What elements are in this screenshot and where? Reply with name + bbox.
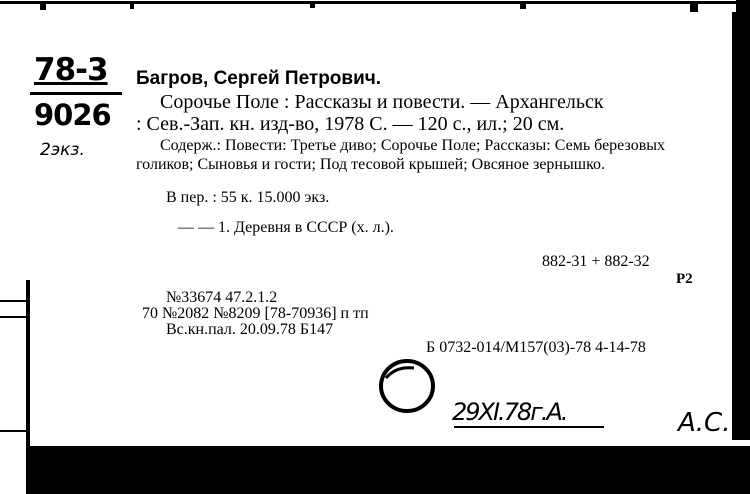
handwritten-date: 29XI.78г.А. xyxy=(452,398,567,426)
card-bottom-shadow xyxy=(30,446,750,494)
call-number-divider xyxy=(30,92,122,95)
card-top-edge xyxy=(0,0,750,12)
record-author: Багров, Сергей Петрович. xyxy=(136,68,382,89)
handwritten-call-number-bottom: 9026 xyxy=(34,98,111,132)
record-price: В пер. : 55 к. 15.000 экз. xyxy=(166,189,330,206)
handwritten-call-number-top: 78-3 xyxy=(34,52,108,88)
library-stamp xyxy=(376,356,438,416)
record-number-line-1: №33674 47.2.1.2 xyxy=(166,289,278,306)
record-title: Сорочье Поле : Рассказы и повести. — Архангельск xyxy=(160,91,604,113)
record-contents: Содерж.: Повести: Третье диво; Сорочье Поле; Рассказы: Семь березовых голиков; Сыновья и гости; Под тесовой крышей; Овсяное зернышко. xyxy=(136,137,665,173)
record-number-line-2: 70 №2082 №8209 [78-70936] п тп xyxy=(142,305,369,322)
date-underline xyxy=(454,426,604,428)
card-left-strip xyxy=(0,280,30,494)
card-right-edge xyxy=(736,0,750,440)
handwritten-initials: А.С. xyxy=(678,408,731,438)
record-number-line-3: Вс.кн.пал. 20.09.78 Б147 xyxy=(166,321,334,338)
handwritten-copies: 2экз. xyxy=(40,140,85,160)
record-code-line: Б 0732-014/М157(03)-78 4-14-78 xyxy=(426,339,646,356)
record-classification: 882-31 + 882-32 xyxy=(542,253,650,270)
record-classification-mark: Р2 xyxy=(676,271,693,287)
card-right-inner-edge xyxy=(732,12,736,440)
top-edge-dashes xyxy=(0,1,750,13)
record-imprint: : Сев.-Зап. кн. изд-во, 1978 С. — 120 с., ил.; 20 см. xyxy=(136,113,565,135)
record-subject: — — 1. Деревня в СССР (х. л.). xyxy=(178,219,394,236)
